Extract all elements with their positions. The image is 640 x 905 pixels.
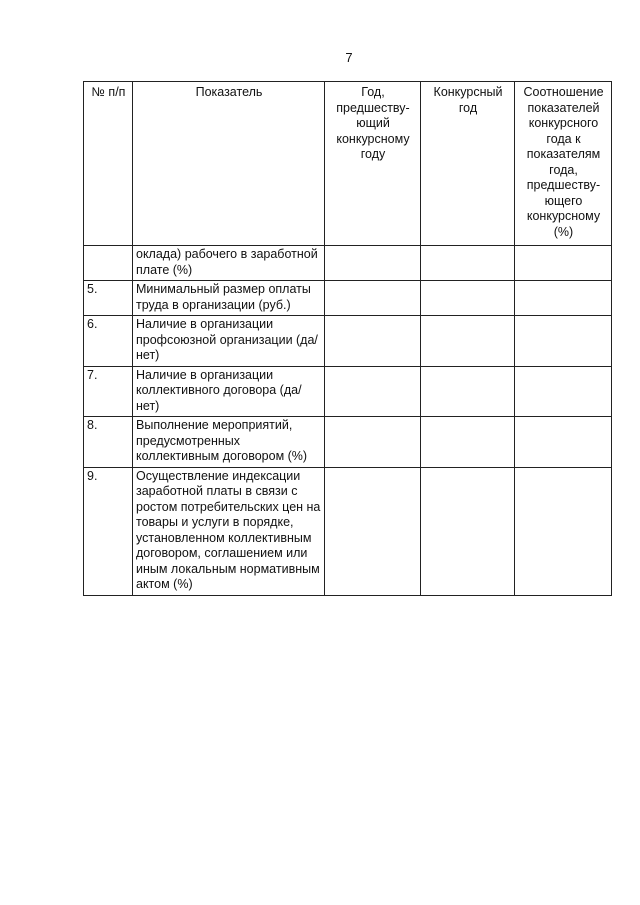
table-row — [84, 281, 612, 316]
row-previous-year-value — [325, 417, 421, 468]
row-competition-year-value — [421, 281, 515, 316]
row-ratio-value — [515, 246, 612, 281]
indicators-table — [83, 81, 612, 596]
row-previous-year-value — [325, 366, 421, 417]
table-row — [84, 417, 612, 468]
row-number: 9. — [84, 467, 133, 595]
row-number: 6. — [84, 316, 133, 367]
page-number: 7 — [345, 50, 353, 65]
header-number: № п/п — [84, 82, 133, 246]
row-ratio-value — [515, 467, 612, 595]
row-previous-year-value — [325, 467, 421, 595]
row-number — [84, 246, 133, 281]
row-ratio-value — [515, 366, 612, 417]
row-ratio-value — [515, 316, 612, 367]
table-row — [84, 467, 612, 595]
table-row — [84, 246, 612, 281]
row-indicator: Осуществление индексации заработной платы в связи с ростом потребительских цен на товары и услуги в порядке, установленном коллективным договором, соглашением или иным локальным нормативным актом (%) — [133, 467, 325, 595]
row-indicator: Наличие в организации профсоюзной организации (да/нет) — [133, 316, 325, 367]
header-indicator: Показатель — [133, 82, 325, 246]
row-competition-year-value — [421, 246, 515, 281]
row-number: 8. — [84, 417, 133, 468]
row-indicator: Выполнение мероприятий, предусмотренных коллективным договором (%) — [133, 417, 325, 468]
header-competition-year: Конкурсный год — [421, 82, 515, 246]
table-header-row — [84, 82, 612, 246]
row-competition-year-value — [421, 417, 515, 468]
row-number: 5. — [84, 281, 133, 316]
row-previous-year-value — [325, 281, 421, 316]
row-previous-year-value — [325, 316, 421, 367]
row-competition-year-value — [421, 366, 515, 417]
header-ratio: Соотношение показателей конкурсного года к показателям года, предшеству-ющего конкурсному (%) — [515, 82, 612, 246]
table-row — [84, 316, 612, 367]
row-indicator: оклада) рабочего в заработной плате (%) — [133, 246, 325, 281]
row-previous-year-value — [325, 246, 421, 281]
row-competition-year-value — [421, 467, 515, 595]
row-indicator: Минимальный размер оплаты труда в организации (руб.) — [133, 281, 325, 316]
row-ratio-value — [515, 281, 612, 316]
table-row — [84, 366, 612, 417]
row-ratio-value — [515, 417, 612, 468]
row-number: 7. — [84, 366, 133, 417]
header-previous-year: Год, предшеству-ющий конкурсному году — [325, 82, 421, 246]
row-indicator: Наличие в организации коллективного договора (да/нет) — [133, 366, 325, 417]
row-competition-year-value — [421, 316, 515, 367]
